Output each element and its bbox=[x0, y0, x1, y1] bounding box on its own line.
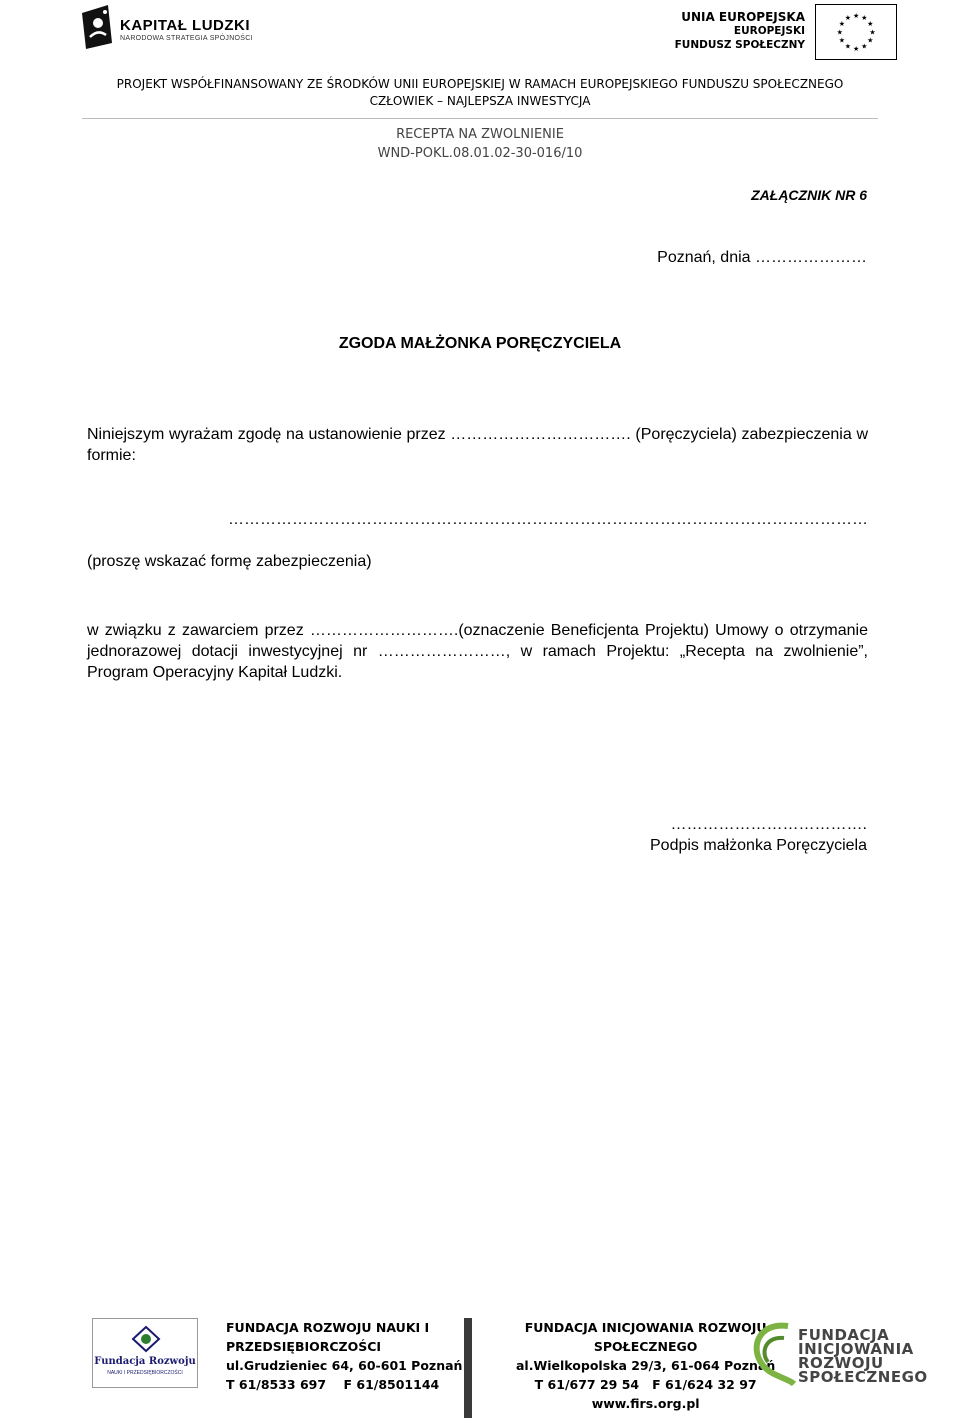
eu-star-icon: ★ bbox=[838, 21, 845, 29]
contract-paragraph: w związku z zawarciem przez ……………………….(oznaczenie Beneficjenta Projektu) Umowy o otrzymanie jednorazowej dotacji inwestycyjnej nr ……………………, w ramach Projektu: „Recepta na zwolnienie”, Program Operacyjny Kapitał Ludzki. bbox=[87, 622, 868, 681]
fundacja-rozwoju-logo-name: Fundacja Rozwoju bbox=[94, 1356, 196, 1367]
project-name: RECEPTA NA ZWOLNIENIE bbox=[396, 127, 564, 142]
project-cofinancing-line: PROJEKT WSPÓŁFINANSOWANY ZE ŚRODKÓW UNII EUROPEJSKIEJ W RAMACH EUROPEJSKIEGO FUNDUSZU SPOŁECZNEGO bbox=[116, 77, 844, 91]
eu-star-icon: ★ bbox=[861, 15, 868, 23]
org2-name-line1: FUNDACJA INICJOWANIA ROZWOJU bbox=[524, 1320, 767, 1335]
eu-star-icon: ★ bbox=[867, 37, 874, 45]
firs-logo bbox=[748, 1314, 928, 1394]
kapital-ludzki-subtitle: NARODOWA STRATEGIA SPÓJNOŚCI bbox=[120, 35, 253, 42]
fundacja-rozwoju-logo bbox=[92, 1318, 198, 1388]
eu-star-icon: ★ bbox=[852, 13, 860, 21]
attachment-number: ZAŁĄCZNIK NR 6 bbox=[751, 187, 867, 203]
org1-phone: T 61/8533 697 F 61/8501144 bbox=[226, 1377, 440, 1392]
eu-star-icon: ★ bbox=[844, 43, 851, 51]
org2-phone: T 61/677 29 54 F 61/624 32 97 bbox=[534, 1377, 757, 1392]
kapital-ludzki-logo bbox=[78, 3, 258, 53]
date-line: Poznań, dnia ………………… bbox=[657, 249, 867, 266]
org1-name-line1: FUNDACJA ROZWOJU NAUKI I bbox=[226, 1320, 430, 1335]
firs-logo-line1: FUNDACJA bbox=[798, 1326, 890, 1344]
eu-line-1: UNIA EUROPEJSKA bbox=[681, 10, 805, 24]
signature-label: Podpis małżonka Poręczyciela bbox=[650, 837, 867, 854]
eu-star-icon: ★ bbox=[838, 37, 845, 45]
fundacja-rozwoju-emblem-icon bbox=[131, 1325, 161, 1353]
eu-line-2: EUROPEJSKI bbox=[733, 25, 805, 37]
signature-blank: ………………………………. bbox=[670, 816, 867, 833]
document-title: ZGODA MAŁŻONKA PORĘCZYCIELA bbox=[338, 335, 622, 352]
project-motto-line: CZŁOWIEK – NAJLEPSZA INWESTYCJA bbox=[369, 94, 591, 108]
eu-star-icon: ★ bbox=[867, 21, 874, 29]
org1-address: ul.Grudzieniec 64, 60-601 Poznań bbox=[226, 1358, 463, 1373]
eu-star-icon: ★ bbox=[852, 45, 860, 53]
eu-line-3: FUNDUSZ SPOŁECZNY bbox=[674, 39, 805, 51]
firs-logo-line4: SPOŁECZNEGO bbox=[798, 1368, 928, 1386]
eu-star-icon: ★ bbox=[869, 29, 876, 37]
security-form-blank: ………………………………………………………………………………………………………… bbox=[228, 511, 868, 528]
firs-swirl-icon bbox=[748, 1318, 798, 1390]
fundacja-rozwoju-logo-sub: NAUKI I PRZEDSIĘBIORCZOŚCI bbox=[107, 1370, 183, 1376]
kapital-ludzki-emblem-icon bbox=[78, 3, 116, 51]
firs-logo-line3: ROZWOJU bbox=[798, 1354, 884, 1372]
eu-logo-text bbox=[675, 10, 805, 52]
org1-contact bbox=[226, 1318, 462, 1394]
eu-star-icon: ★ bbox=[836, 29, 843, 37]
firs-logo-text bbox=[798, 1328, 928, 1384]
kapital-ludzki-name: KAPITAŁ LUDZKI bbox=[120, 17, 251, 34]
org2-name-line2: SPOŁECZNEGO bbox=[593, 1339, 698, 1354]
org2-website: www.firs.org.pl bbox=[591, 1396, 700, 1411]
firs-logo-line2: INICJOWANIA bbox=[798, 1340, 914, 1358]
security-form-hint: (proszę wskazać formę zabezpieczenia) bbox=[87, 553, 372, 570]
header-divider bbox=[82, 118, 878, 119]
eu-star-icon: ★ bbox=[861, 43, 868, 51]
footer-separator bbox=[464, 1318, 472, 1418]
consent-paragraph: Niniejszym wyrażam zgodę na ustanowienie przez ……………………………. (Poręczyciela) zabezpieczenia w formie: bbox=[87, 426, 868, 464]
org2-contact bbox=[516, 1318, 775, 1413]
org2-address: al.Wielkopolska 29/3, 61-064 Poznań bbox=[516, 1358, 776, 1373]
project-code: WND-POKL.08.01.02-30-016/10 bbox=[377, 146, 583, 161]
eu-star-icon: ★ bbox=[844, 15, 851, 23]
eu-flag-icon bbox=[815, 4, 897, 60]
org1-name-line2: PRZEDSIĘBIORCZOŚCI bbox=[226, 1339, 382, 1354]
